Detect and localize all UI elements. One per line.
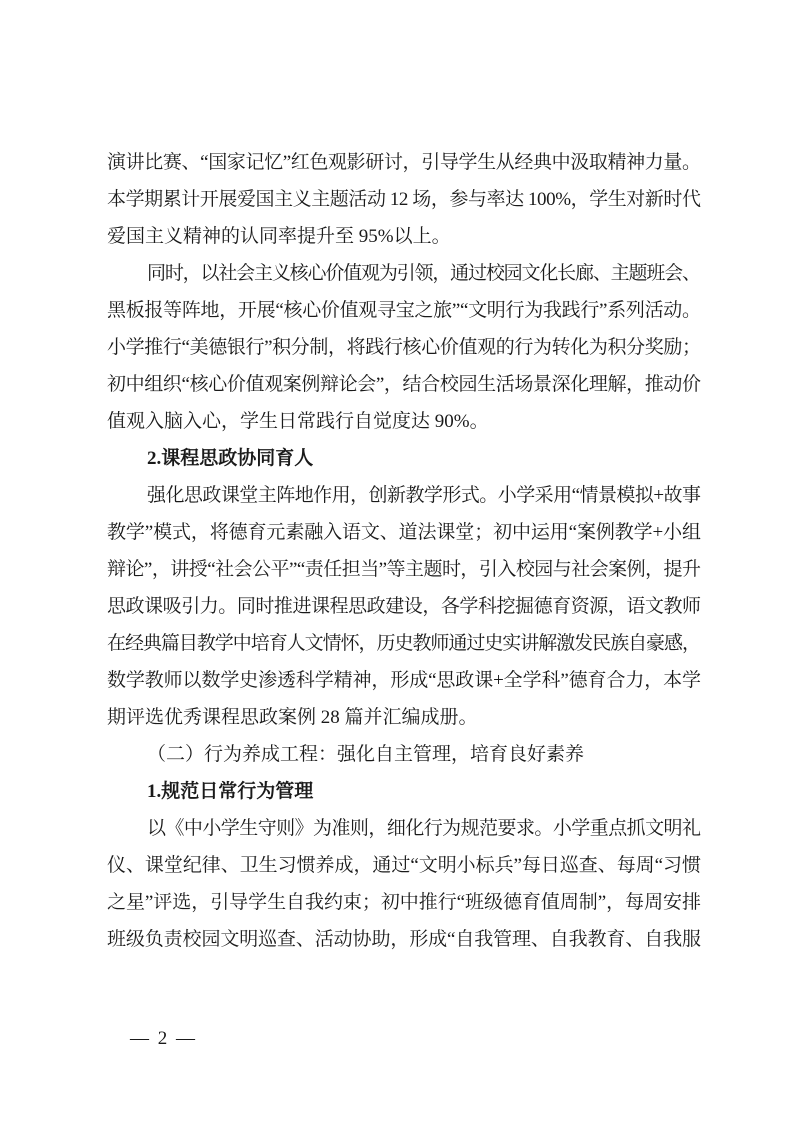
text-line (107, 477, 701, 514)
section-heading (107, 736, 701, 773)
text-line-content: 在经典篇目教学中培育人文情怀，历史教师通过史实讲解激发民族自豪感， (107, 633, 700, 654)
text-line-content: 小学推行“美德银行”积分制，将践行核心价值观的行为转化为积分奖励； (107, 337, 701, 358)
subsection-heading (107, 773, 701, 810)
text-line-content: 以《中小学生守则》为准则，细化行为规范要求。小学重点抓文明礼 (147, 818, 701, 839)
section-heading-text: 2.课程思政协同育人 (147, 448, 314, 469)
text-line-content: 初中组织“核心价值观案例辩论会”，结合校园生活场景深化理解，推动价 (107, 374, 701, 395)
text-line-content: 教学”模式，将德育元素融入语文、道法课堂；初中运用“案例教学+小组 (107, 522, 701, 543)
text-line (107, 514, 701, 551)
subsection-heading-text: 1.规范日常行为管理 (147, 781, 314, 802)
text-line-content: 思政课吸引力。同时推进课程思政建设，各学科挖掘德育资源，语文教师 (107, 596, 701, 617)
text-line (107, 181, 701, 218)
document-body (107, 144, 701, 958)
page-number: — 2 — (130, 1028, 197, 1049)
text-line (107, 588, 701, 625)
text-line (107, 921, 701, 958)
section-heading-text: （二）行为养成工程：强化自主管理，培育良好素养 (147, 744, 585, 765)
text-line-content: 值观入脑入心，学生日常践行自觉度达 90%。 (107, 411, 489, 432)
text-line-content: 仪、课堂纪律、卫生习惯养成，通过“文明小标兵”每日巡查、每周“习惯 (107, 855, 701, 876)
text-line-content: 本学期累计开展爱国主义主题活动 12 场，参与率达 100%，学生对新时代 (107, 189, 701, 210)
text-line (107, 255, 701, 292)
text-line-content: 期评选优秀课程思政案例 28 篇并汇编成册。 (107, 707, 478, 728)
text-line-content: 强化思政课堂主阵地作用，创新教学形式。小学采用“情景模拟+故事 (147, 485, 701, 506)
text-line (107, 144, 701, 181)
text-line (107, 662, 701, 699)
text-line-content: 演讲比赛、“国家记忆”红色观影研讨，引导学生从经典中汲取精神力量。 (107, 152, 701, 173)
text-line-content: 数学教师以数学史渗透科学精神，形成“思政课+全学科”德育合力，本学 (107, 670, 701, 691)
text-line-content: 爱国主义精神的认同率提升至 95%以上。 (107, 226, 451, 247)
text-line-content: 同时，以社会主义核心价值观为引领，通过校园文化长廊、主题班会、 (147, 263, 700, 284)
text-line (107, 810, 701, 847)
text-line (107, 292, 701, 329)
text-line (107, 329, 701, 366)
text-line-content: 之星”评选，引导学生自我约束；初中推行“班级德育值周制”，每周安排 (107, 892, 701, 913)
text-line (107, 366, 701, 403)
text-line-content: 班级负责校园文明巡查、活动协助，形成“自我管理、自我教育、自我服 (107, 929, 701, 950)
text-line (107, 884, 701, 921)
text-line-content: 黑板报等阵地，开展“核心价值观寻宝之旅”“文明行为我践行”系列活动。 (107, 300, 701, 321)
section-heading (107, 440, 701, 477)
text-line (107, 625, 701, 662)
text-line (107, 847, 701, 884)
text-line (107, 403, 701, 440)
text-line-content: 辩论”，讲授“社会公平”“责任担当”等主题时，引入校园与社会案例，提升 (107, 559, 701, 580)
text-line (107, 699, 701, 736)
text-line (107, 218, 701, 255)
text-line (107, 551, 701, 588)
